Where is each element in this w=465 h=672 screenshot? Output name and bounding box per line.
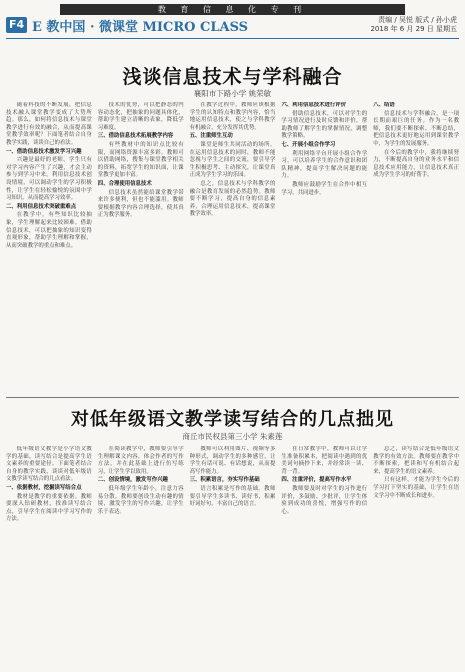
paragraph: 教师可以利用图片、视频等多种形式，调动学生的多种感官，让学生有话可说、有话想说，从而提高写作能力。 <box>189 446 276 475</box>
paragraph: 在今后的教学中，我将继续努力，不断提高自身的业务水平和信息技术应用能力，让信息技术真正成为学生学习的好帮手。 <box>373 149 459 179</box>
editor-credit: 责编 / 吴悦 版式 / 孙小虎 <box>378 16 457 24</box>
paragraph: 在阅读教学中，教师要引导学生理解课文内容，体会作者的写作方法，并在此基础上进行仿写练习，让学生学以致用。 <box>97 446 184 475</box>
section-heading: 三、借助信息技术拓展教学内容 <box>97 133 174 140</box>
section-heading: 四、合理使用信息技术 <box>97 180 152 187</box>
section-heading: 二、利用信息技术突破重难点 <box>6 203 77 210</box>
paragraph: 低年级学生年龄小，注意力容易分散。教师要创设生动有趣的情境，激发学生的写作兴趣，让学生乐于表达。 <box>97 485 184 515</box>
special-edition-banner: 教 育 信 息 化 专 刊 <box>60 4 405 15</box>
section-title: E 教中国 · 微课堂 MICRO CLASS <box>32 20 249 35</box>
paragraph: 只有这样，才能为学生今后的学习打下坚实的基础，让学生在语文学习中不断成长和进步。 <box>373 477 459 499</box>
section-heading: 八、结语 <box>373 102 395 108</box>
article-2-title: 对低年级语文教学读写结合的几点拙见 <box>71 409 394 430</box>
article-2-col-2 <box>98 446 184 666</box>
issue-date: 2018 年 6 月 29 日 星期五 <box>370 25 457 33</box>
section-heading: 六、利用信息技术进行评价 <box>281 102 347 108</box>
paragraph: 随着科技的不断发展，把信息技术融入课堂教学变成了大势所趋。那么，如何将信息技术与课堂教学进行有效的融合，从而提高课堂教学效率呢？下面笔者结合自身教学实践，谈谈自己的看法。 <box>6 102 92 146</box>
paragraph: 教师要及时对学生的习作进行评价，多鼓励、少批评，让学生体验到成功的喜悦，增强写作的信心。 <box>281 485 368 515</box>
paragraph: 在教学过程中，教师应该根据学生的认知特点和教学内容，恰当地运用信息技术，使之与学科教学有机融合，充分发挥其优势。 <box>189 102 276 131</box>
paragraph: 在教学中，有些知识比较抽象，学生理解起来比较困难。借助信息技术，可以把抽象的知识变得直观形象，帮助学生理解和掌握，从而突破教学的重点和难点。 <box>6 212 92 249</box>
paragraph: 教师应鼓励学生在合作中相互学习，共同进步。 <box>281 181 368 196</box>
paragraph: 在日常教学中，教师可以让学生准备积累本，把阅读中遇到的优美词句摘抄下来，并经常读一读、背一背。 <box>281 446 368 475</box>
paragraph: 信息技术与学科融合，是一项长期而艰巨的任务。作为一名教师，我们要不断探索、不断总结，把信息技术更好地运用到课堂教学中，为学生的发展服务。 <box>373 110 459 147</box>
article-2-col-1 <box>6 446 92 666</box>
paragraph: 语言积累是写作的基础。教师要引导学生多读书、读好书，积累好词好句，丰富自己的语言。 <box>189 485 276 508</box>
paragraph: 技术的优势，可以把静态的内容动态化，把抽象的问题具体化，帮助学生建立清晰的表象，降低学习难度。 <box>97 102 184 131</box>
article-2-author: 商丘市民权县第三小学 朱素莲 <box>182 432 283 441</box>
article-2-col-3 <box>190 446 276 666</box>
section-heading: 三、积累语言，夯实写作基础 <box>189 477 260 484</box>
paragraph: 总之，信息技术与学科教学的融合是教育发展的必然趋势。教师要不断学习，提高自身的信息素养，合理运用信息技术，提高课堂教学效率。 <box>189 180 276 218</box>
article-1-author: 襄阳市下路小学 姚荣敏 <box>193 89 272 98</box>
section-heading: 一、借助信息技术激发学习兴趣 <box>6 148 82 155</box>
paragraph: 兴趣是最好的老师。学生只有对学习内容产生了兴趣，才会主动参与到学习中来。利用信息技术创设情境，可以调动学生的学习积极性，让学生在轻松愉悦的氛围中学习知识，从而提高学习效率。 <box>6 157 92 202</box>
section-heading: 二、创设情境，激发写作兴趣 <box>97 477 168 484</box>
section-heading: 四、注重评价，提高写作水平 <box>281 477 352 484</box>
page-number-badge: F4 <box>6 17 27 33</box>
article-2-body <box>6 446 459 666</box>
paragraph: 有些教材中的知识点比较有限，而网络资源丰富多彩。教师可以借助网络，搜集与课堂教学相关的资料，拓宽学生的知识面，让课堂教学更加丰富。 <box>97 141 184 179</box>
section-heading: 七、开展小组合作学习 <box>281 141 336 148</box>
paragraph: 教材是教学的重要依据。教师要深入钻研教材，找准读写结合点，引导学生在阅读中学习写作的方法。 <box>6 493 92 523</box>
section-heading: 五、注重师生互动 <box>189 133 233 140</box>
paragraph: 课堂是师生共同活动的场所。在运用信息技术的同时，教师不能忽视与学生之间的交流，要引导学生积极思考、主动探究，让课堂真正成为学生学习的乐园。 <box>189 141 276 179</box>
paragraph: 低年级语文教学是小学语文教学的基础。读写结合是提高学生语文素养的重要途径。下面笔者结合自身的教学实践，谈谈对低年级语文教学读写结合的几点看法。 <box>6 446 92 483</box>
paragraph: 信息技术虽然能给课堂教学带来许多便利，但也不能滥用。教师要根据教学内容合理选择，使其真正为教学服务。 <box>97 189 184 219</box>
article-2-col-5 <box>373 446 459 666</box>
section-heading: 一、依据教材，挖掘读写结合点 <box>6 484 82 491</box>
paragraph: 总之，读写结合是低年级语文教学的有效方法。教师要在教学中不断探索，把读和写有机结合起来，提高学生的语文素养。 <box>373 446 459 475</box>
article-1-title: 浅谈信息技术与学科融合 <box>122 66 343 88</box>
article-2 <box>6 0 459 672</box>
paragraph: 利用网络平台开展小组合作学习，可以培养学生的合作意识和团队精神，提高学生解决问题的能力。 <box>281 150 368 180</box>
article-2-col-4 <box>281 446 367 666</box>
paragraph: 借助信息技术，可以对学生的学习情况进行及时反馈和评价，帮助教师了解学生的掌握情况，调整教学策略。 <box>281 110 368 140</box>
